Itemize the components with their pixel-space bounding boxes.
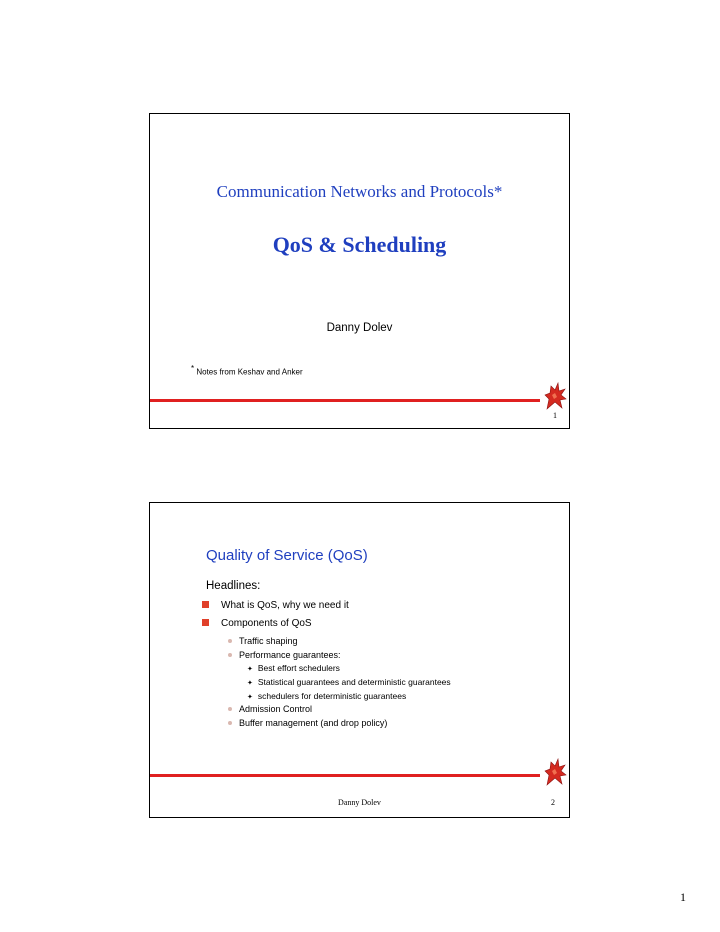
slide-title: QoS & Scheduling — [272, 232, 447, 257]
slide-title: Quality of Service (QoS) — [206, 547, 368, 564]
square-bullet-icon — [202, 601, 209, 608]
list-item: Admission Control — [228, 704, 312, 714]
slide-1 — [149, 113, 570, 429]
list-item: ✦ Statistical guarantees and deterministic guarantees — [247, 677, 451, 687]
diamond-bullet-icon: ✦ — [247, 666, 253, 673]
slide-2 — [149, 502, 570, 818]
author-name: Danny Dolev — [326, 322, 393, 334]
notes-mark: * — [191, 364, 195, 373]
circle-bullet-icon — [228, 707, 232, 711]
list-item: Buffer management (and drop policy) — [228, 718, 387, 728]
course-title: Communication Networks and Protocols* — [216, 182, 503, 201]
notes-text: Notes from Keshav and Anker — [196, 367, 303, 377]
diamond-bullet-icon: ✦ — [247, 680, 253, 687]
red-hydra-logo-icon — [543, 757, 567, 787]
square-bullet-icon — [202, 619, 209, 626]
red-hydra-logo-icon — [543, 381, 567, 411]
accent-line — [150, 399, 540, 402]
list-item: ✦ Best effort schedulers — [247, 663, 340, 673]
circle-bullet-icon — [228, 639, 232, 643]
headlines-label: Headlines: — [206, 580, 261, 592]
circle-bullet-icon — [228, 653, 232, 657]
list-item: Components of QoS — [202, 618, 312, 629]
page-number: 2 — [551, 798, 555, 807]
footer-author: Danny Dolev — [338, 798, 381, 807]
list-item: ✦ schedulers for deterministic guarantees — [247, 691, 407, 701]
list-item: Traffic shaping — [228, 636, 298, 646]
list-item: What is QoS, why we need it — [202, 600, 349, 611]
page-number: 1 — [553, 411, 557, 420]
accent-line — [150, 774, 540, 777]
diamond-bullet-icon: ✦ — [247, 694, 253, 701]
list-item: Performance guarantees: — [228, 650, 341, 660]
document-page-number: 1 — [680, 890, 686, 904]
circle-bullet-icon — [228, 721, 232, 725]
notes-credit — [191, 364, 303, 377]
